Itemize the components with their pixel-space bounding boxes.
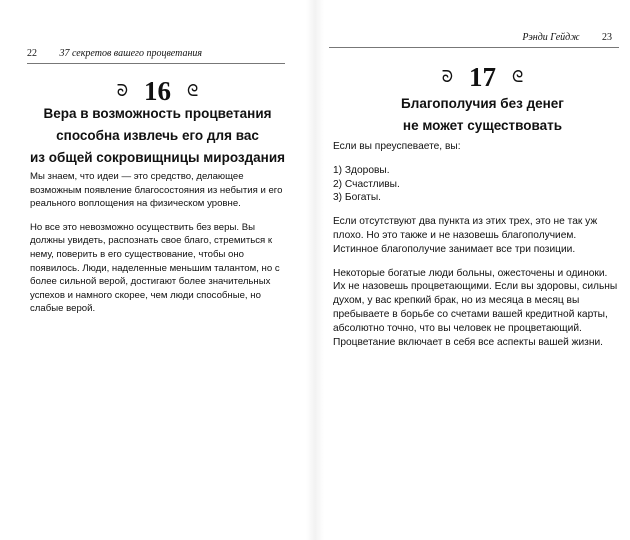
title-line: не может существовать [402,118,563,133]
ornament-right-icon: ᘓ [512,68,524,86]
list-item: 3) Богаты. [333,192,381,204]
chapter-17-title [325,93,630,137]
title-line: способна извлечь его для вас [56,128,259,143]
title-line: Вера в возможность процветания [43,106,272,121]
right-running-head [522,32,612,43]
ornament-right-icon: ᘓ [187,82,199,100]
chapter-number: 16 [144,76,171,106]
ornament-left-icon: ᘐ [116,82,128,100]
header-rule-left [27,63,285,64]
author-header: Рэнди Гейдж [522,32,580,43]
chapter-16-body [30,170,292,326]
list-item: 1) Здоровы. [333,164,390,176]
chapter-17-body [333,140,619,359]
paragraph: Если вы преуспеваете, вы: [333,141,461,152]
title-line: из общей сокровищницы мироздания [29,150,286,165]
page-number-left: 22 [27,48,37,59]
chapter-number: 17 [469,62,496,92]
page-number-right: 23 [602,32,612,43]
ornament-left-icon: ᘐ [441,68,453,86]
title-line: Благополучия без денег [401,96,564,111]
prosperity-list [333,164,619,205]
paragraph: Но все это невозможно осуществить без веры. Вы должны увидеть, распознать свое благо, стремиться к нему, поверить в его существование, чтобы оно появилось. Люди, наделенные меньшим талантом, но с более сильной верой, достигают более значительных успехов и намного скорее, чем люди способные, но слабые верой. [30,221,280,315]
chapter-17-heading [325,62,630,93]
book-title-header: 37 секретов вашего процветания [59,48,203,59]
chapter-16-title [0,103,315,169]
list-item: 2) Счастливы. [333,178,400,190]
paragraph: Если отсутствуют два пункта из этих трех, это не так уж плохо. Но это также и не назовешь благополучием. Истинное благополучие занимает все три позиции. [333,216,598,255]
left-running-head [27,48,202,59]
right-page [315,0,630,540]
header-rule-right [329,47,619,48]
paragraph: Некоторые богатые люди больны, ожесточены и одиноки. Их не назовешь процветающими. Если вы здоровы, сильны духом, у вас крепкий брак, но из месяца в месяц вы пребываете в борьбе со счетами вашей кредитной карты, абсолютно точно, что вы человек не процветающий. Процветание включает в себя все аспекты вашей жизни. [333,267,618,348]
paragraph: Мы знаем, что идеи — это средство, делающее возможным появление благосостояния из небытия и его реального воплощения на физическом уровне. [30,171,283,210]
